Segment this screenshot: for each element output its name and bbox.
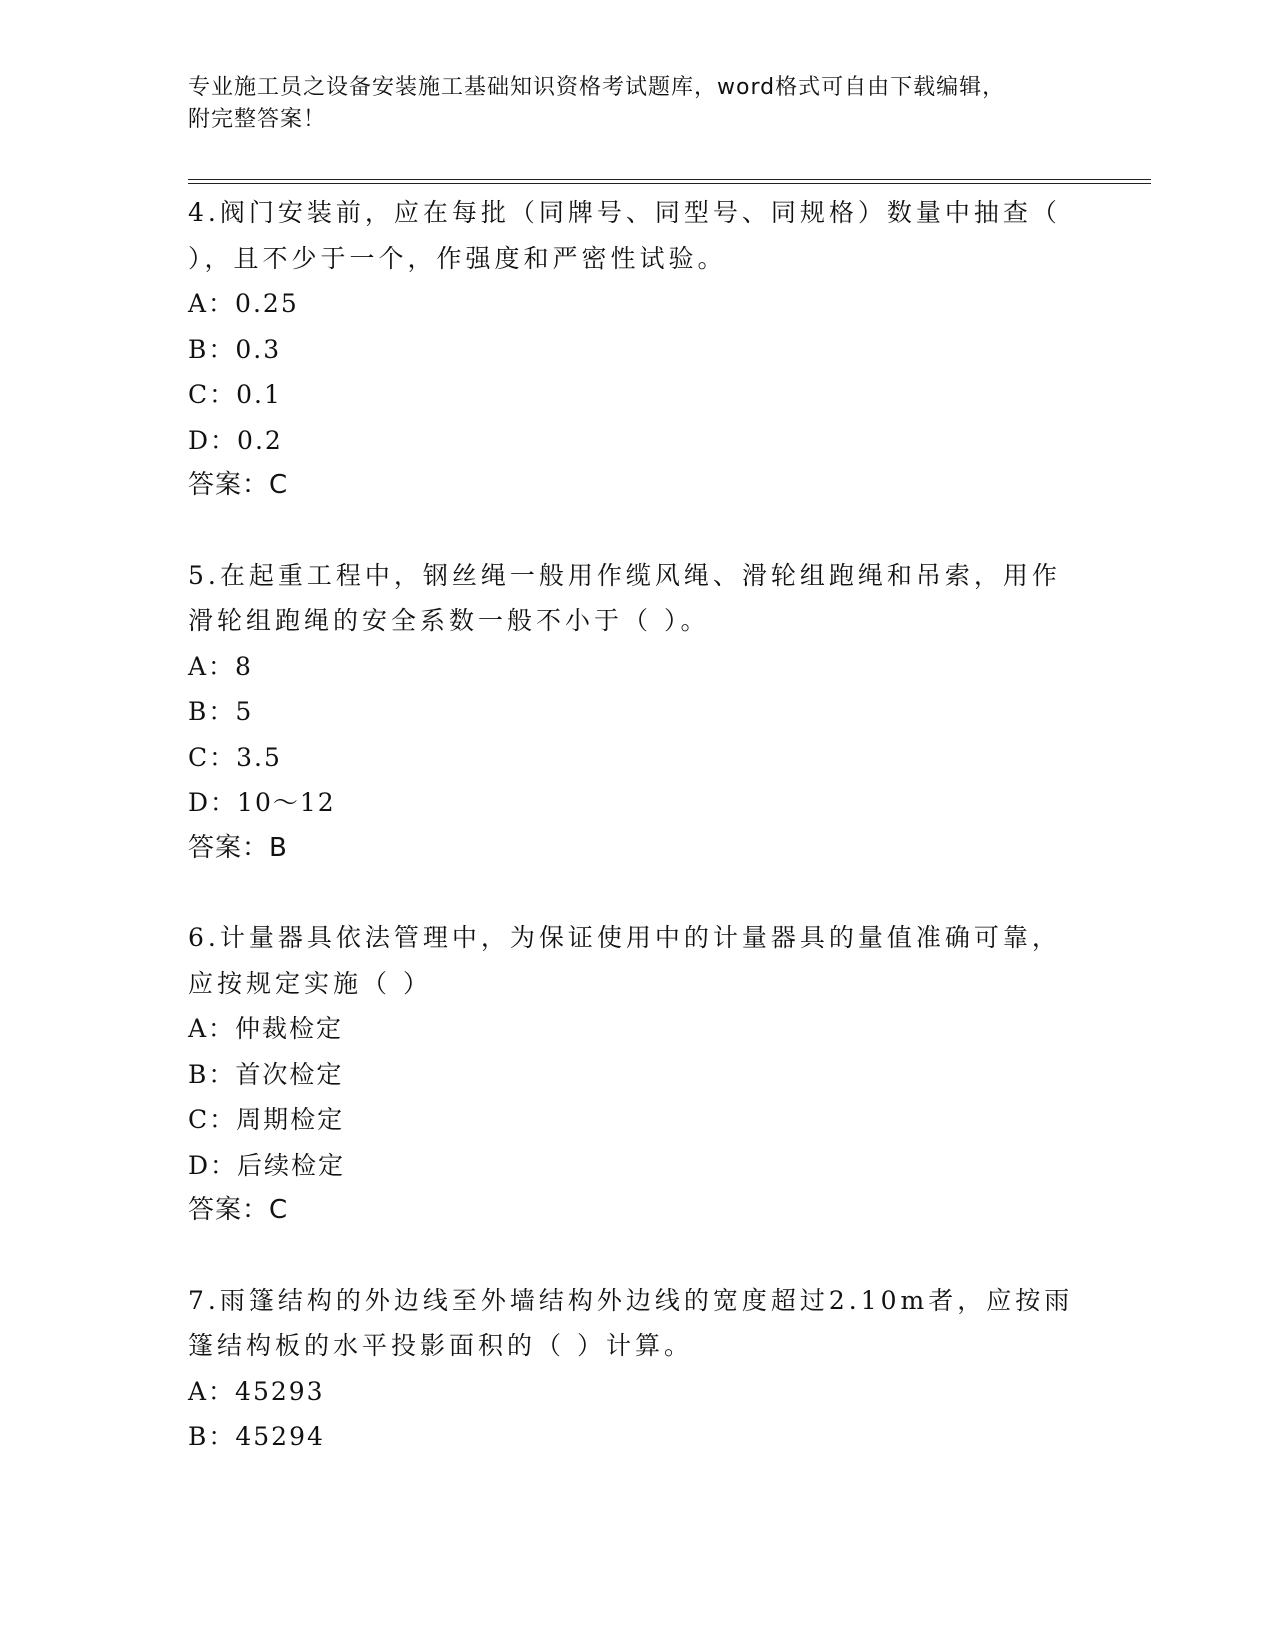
question-stem-line: 滑轮组跑绳的安全系数一般不小于（ ）。 bbox=[188, 606, 710, 635]
header-line-1: 专业施工员之设备安装施工基础知识资格考试题库，word格式可自由下载编辑， bbox=[188, 75, 1006, 100]
option-a: A：0.25 bbox=[188, 289, 299, 318]
question-5 bbox=[188, 553, 1108, 872]
option-a: A：8 bbox=[188, 651, 253, 681]
option-d: D：后续检定 bbox=[188, 1150, 346, 1180]
option-b: B：45294 bbox=[188, 1422, 325, 1451]
question-stem-line: 4.阀门安装前，应在每批（同牌号、同型号、同规格）数量中抽查（ bbox=[188, 198, 1061, 227]
header-divider-bottom bbox=[188, 183, 1151, 184]
answer: 答案：C bbox=[188, 1195, 289, 1225]
option-b: B：0.3 bbox=[188, 334, 282, 364]
question-stem-line: 7.雨篷结构的外边线至外墙结构外边线的宽度超过2.10m者，应按雨 bbox=[188, 1285, 1074, 1315]
option-a: A：仲裁检定 bbox=[188, 1014, 344, 1043]
option-b: B：首次检定 bbox=[188, 1059, 344, 1089]
document-header bbox=[188, 72, 1088, 136]
question-stem-line: 6.计量器具依法管理中，为保证使用中的计量器具的量值准确可靠， bbox=[188, 923, 1061, 952]
question-6 bbox=[188, 915, 1108, 1234]
option-b: B：5 bbox=[188, 697, 254, 726]
question-stem-line: 篷结构板的水平投影面积的（ ）计算。 bbox=[188, 1331, 693, 1360]
question-stem-line: ），且不少于一个，作强度和严密性试验。 bbox=[188, 243, 727, 273]
answer: 答案：C bbox=[188, 470, 289, 500]
option-a: A：45293 bbox=[188, 1376, 325, 1406]
header-line-2: 附完整答案！ bbox=[188, 107, 327, 132]
question-stem-line: 5.在起重工程中，钢丝绳一般用作缆风绳、滑轮组跑绳和吊索，用作 bbox=[188, 560, 1061, 590]
question-4 bbox=[188, 190, 1108, 509]
option-d: D：10～12 bbox=[188, 788, 336, 817]
header-divider-top bbox=[188, 179, 1151, 180]
question-stem-line: 应按规定实施（ ） bbox=[188, 968, 432, 998]
answer: 答案：B bbox=[188, 832, 288, 863]
option-c: C：0.1 bbox=[188, 380, 282, 409]
question-list bbox=[188, 190, 1108, 1504]
option-c: C：3.5 bbox=[188, 742, 282, 772]
question-7 bbox=[188, 1278, 1108, 1460]
option-d: D：0.2 bbox=[188, 425, 283, 455]
option-c: C：周期检定 bbox=[188, 1105, 345, 1134]
